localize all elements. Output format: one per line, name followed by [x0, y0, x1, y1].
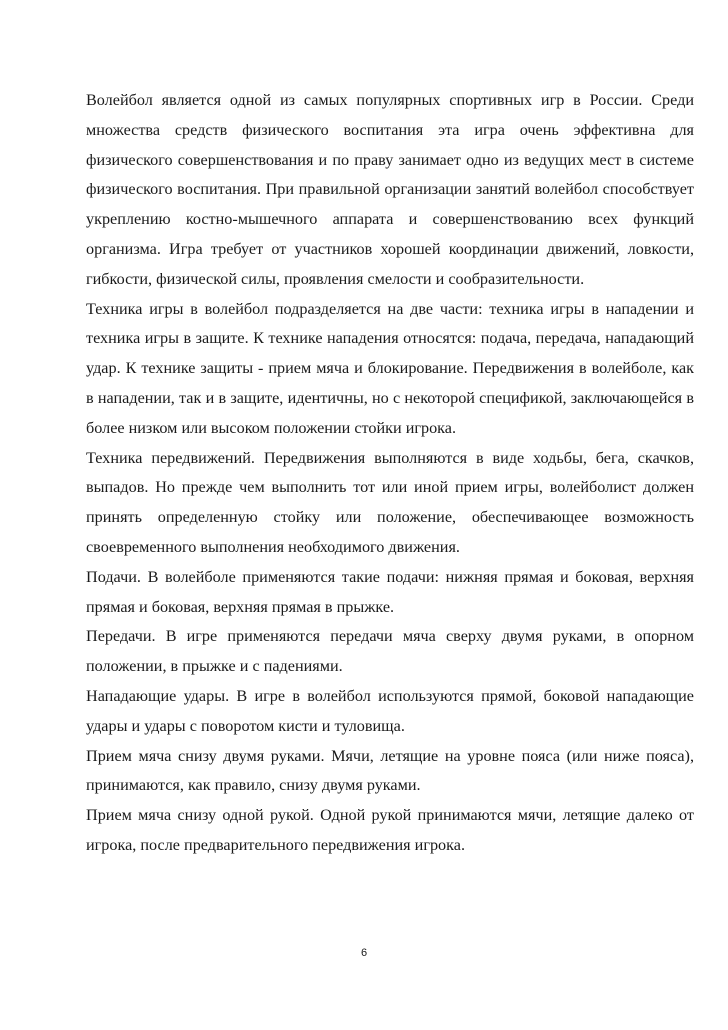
paragraph-game-technique: Техника игры в волейбол подразделяется на две части: техника игры в нападении и техника игры в защите. К технике нападения относятся: подача, передача, нападающий удар. К технике защиты - прием мяча и блокирование. Передвижения в волейболе, как в нападении, так и в защите, идентичны, но с некоторой спецификой, заключающейся в более низком или высоком положении стойки игрока. [86, 299, 694, 437]
document-body [86, 86, 694, 861]
paragraph-volleyball-intro: Волейбол является одной из самых популярных спортивных игр в России. Среди множества средств физического воспитания эта игра очень эффективна для физического совершенствования и по праву занимает одно из ведущих мест в системе физического воспитания. При правильной организации занятий волейбол способствует укреплению костно-мышечного аппарата и совершенствованию всех функций организма. Игра требует от участников хорошей координации движений, ловкости, гибкости, физической силы, проявления смелости и сообразительности. [86, 91, 694, 288]
paragraph-attack-hits: Нападающие удары. В игре в волейбол используются прямой, боковой нападающие удары и удары с поворотом кисти и туловища. [86, 686, 694, 735]
paragraph-two-hand-reception: Прием мяча снизу двумя руками. Мячи, летящие на уровне пояса (или ниже пояса), принимаются, как правило, снизу двумя руками. [86, 746, 694, 795]
page-number: 6 [360, 947, 368, 959]
paragraph-movement-technique: Техника передвижений. Передвижения выполняются в виде ходьбы, бега, скачков, выпадов. Но прежде чем выполнить тот или иной прием игры, волейболист должен принять определенную стойку или положение, обеспечивающее возможность своевременного выполнения необходимого движения. [86, 448, 694, 556]
paragraph-serves: Подачи. В волейболе применяются такие подачи: нижняя прямая и боковая, верхняя прямая и боковая, верхняя прямая в прыжке. [86, 567, 694, 616]
paragraph-one-hand-reception: Прием мяча снизу одной рукой. Одной рукой принимаются мячи, летящие далеко от игрока, после предварительного передвижения игрока. [86, 806, 694, 854]
paragraph-passes: Передачи. В игре применяются передачи мяча сверху двумя руками, в опорном положении, в прыжке и с падениями. [86, 627, 694, 676]
